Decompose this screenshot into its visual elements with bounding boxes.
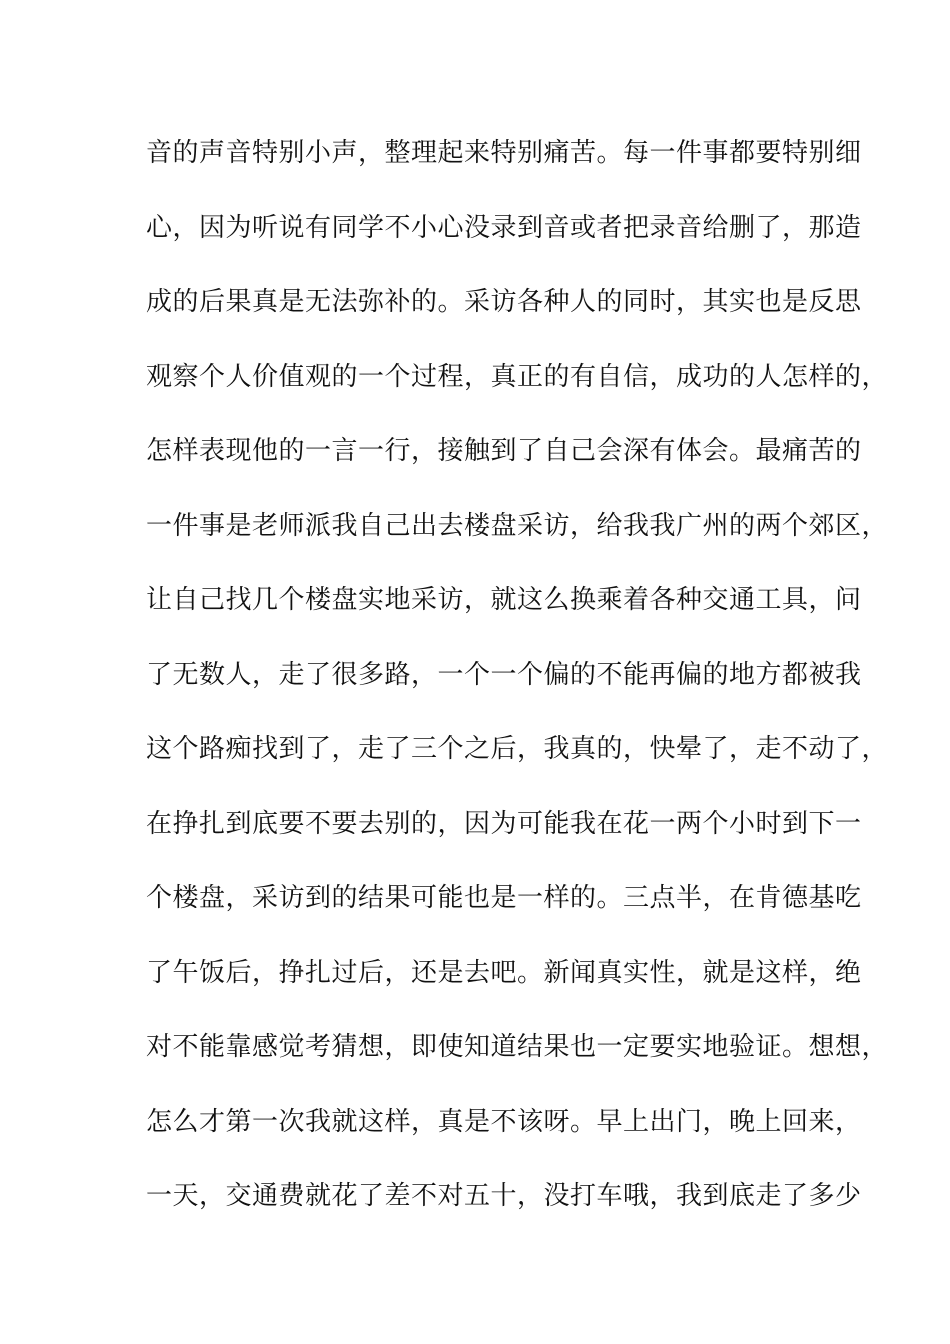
text-line: 一天，交通费就花了差不对五十，没打车哦，我到底走了多少	[146, 1181, 862, 1211]
text-line: 了无数人，走了很多路，一个一个偏的不能再偏的地方都被我	[146, 659, 862, 690]
body-text	[146, 133, 889, 1251]
text-line: 音的声音特别小声，整理起来特别痛苦。每一件事都要特别细	[146, 138, 862, 168]
text-line: 在挣扎到底要不要去别的，因为可能我在花一两个小时到下一	[146, 808, 862, 839]
text-line: 这个路痴找到了，走了三个之后，我真的，快晕了，走不动了，	[146, 734, 889, 764]
text-line: 个楼盘，采访到的结果可能也是一样的。三点半，在肯德基吃	[146, 883, 862, 913]
text-line: 一件事是老师派我自己出去楼盘采访，给我我广州的两个郊区，	[146, 510, 889, 541]
text-line: 心，因为听说有同学不小心没录到音或者把录音给删了，那造	[146, 212, 862, 243]
text-line: 观察个人价值观的一个过程，真正的有自信，成功的人怎样的，	[146, 361, 889, 392]
text-line: 对不能靠感觉考猜想，即使知道结果也一定要实地验证。想想，	[146, 1032, 889, 1062]
text-line: 怎么才第一次我就这样，真是不该呀。早上出门，晚上回来，	[146, 1106, 862, 1137]
text-line: 怎样表现他的一言一行，接触到了自己会深有体会。最痛苦的	[146, 436, 862, 466]
text-line: 成的后果真是无法弥补的。采访各种人的同时，其实也是反思	[146, 287, 862, 317]
text-line: 让自己找几个楼盘实地采访，就这么换乘着各种交通工具，问	[146, 585, 862, 615]
text-line: 了午饭后，挣扎过后，还是去吧。新闻真实性，就是这样，绝	[146, 957, 862, 988]
